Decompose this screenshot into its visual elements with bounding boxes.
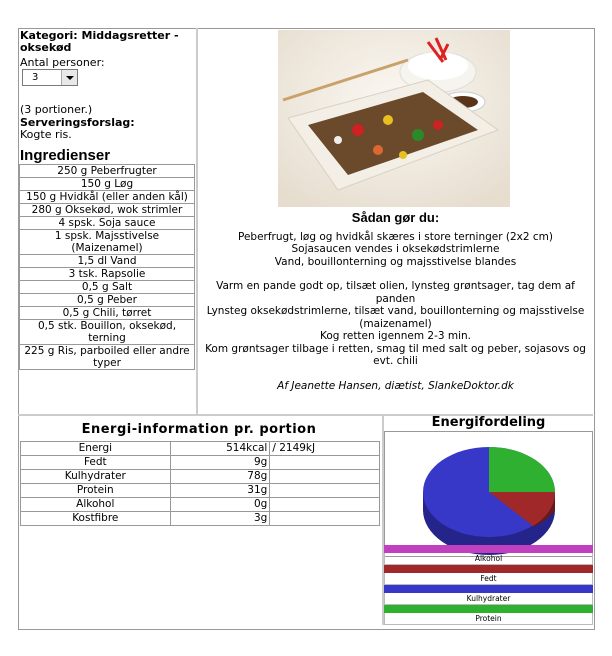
ingredients-title: Ingredienser bbox=[20, 147, 111, 164]
instruction-line: Lynsteg oksekødstrimlerne, tilsæt vand, bouillonterning og majsstivelse (maizenamel) bbox=[206, 305, 585, 330]
instruction-line: Peberfrugt, løg og hvidkål skæres i store terninger (2x2 cm) bbox=[238, 230, 553, 243]
instruction-line: Varm en pande godt op, tilsæt olien, lynsteg grøntsager, tag dem af panden bbox=[216, 280, 575, 305]
nutrient-value: 3g bbox=[170, 512, 270, 526]
ingredient-row bbox=[20, 178, 195, 191]
ingredient-row bbox=[20, 294, 195, 307]
nutrient-name: Kulhydrater bbox=[21, 470, 171, 484]
nutrient-value: 78g bbox=[170, 470, 270, 484]
ingredient-cell: 150 g Hvidkål (eller anden kål) bbox=[20, 191, 195, 204]
legend-swatch bbox=[384, 585, 593, 593]
ingredient-cell: 0,5 g Chili, tørret bbox=[20, 307, 195, 320]
ingredient-row bbox=[20, 165, 195, 178]
legend-item bbox=[384, 585, 593, 605]
ingredient-cell: 0,5 stk. Bouillon, oksekød, terning bbox=[20, 320, 195, 345]
energy-row bbox=[21, 512, 380, 526]
energy-table bbox=[20, 441, 380, 526]
food-photo bbox=[278, 30, 510, 207]
nutrient-extra bbox=[270, 484, 380, 498]
ingredient-row bbox=[20, 217, 195, 230]
nutrient-extra bbox=[270, 456, 380, 470]
energy-row bbox=[21, 470, 380, 484]
nutrient-extra bbox=[270, 470, 380, 484]
ingredient-cell: 280 g Oksekød, wok strimler bbox=[20, 204, 195, 217]
nutrient-name: Protein bbox=[21, 484, 171, 498]
ingredient-cell: 150 g Løg bbox=[20, 178, 195, 191]
chevron-down-icon[interactable] bbox=[61, 70, 77, 85]
ingredient-cell: 250 g Peberfrugter bbox=[20, 165, 195, 178]
nutrient-value: 0g bbox=[170, 498, 270, 512]
ingredient-row bbox=[20, 230, 195, 255]
nutrient-extra bbox=[270, 512, 380, 526]
pie-chart bbox=[384, 431, 593, 557]
legend-item bbox=[384, 545, 593, 565]
persons-select-value: 3 bbox=[32, 72, 39, 83]
energy-row bbox=[21, 498, 380, 512]
nutrient-name: Fedt bbox=[21, 456, 171, 470]
legend-swatch bbox=[384, 605, 593, 613]
ingredient-cell: 3 tsk. Rapsolie bbox=[20, 268, 195, 281]
portions-text: (3 portioner.) bbox=[20, 103, 93, 116]
instruction-line bbox=[198, 268, 593, 280]
legend-item bbox=[384, 605, 593, 625]
instruction-line: Sojasaucen vendes i oksekødstrimlerne bbox=[291, 243, 500, 255]
nutrient-name: Alkohol bbox=[21, 498, 171, 512]
ingredient-row bbox=[20, 307, 195, 320]
ingredient-cell: 4 spsk. Soja sauce bbox=[20, 217, 195, 230]
ingredient-cell: 1,5 dl Vand bbox=[20, 255, 195, 268]
ingredients-table bbox=[19, 164, 195, 370]
ingredient-row bbox=[20, 191, 195, 204]
instruction-line: Vand, bouillonterning og majsstivelse blandes bbox=[274, 255, 517, 268]
energy-row bbox=[21, 484, 380, 498]
persons-select[interactable] bbox=[22, 69, 78, 86]
serving-title: Serveringsforslag: bbox=[20, 116, 135, 129]
ingredient-cell: 225 g Ris, parboiled eller andre typer bbox=[20, 345, 195, 370]
nutrient-name: Energi bbox=[21, 442, 171, 456]
legend-label: Kulhydrater bbox=[384, 593, 593, 605]
distribution-title: Energifordeling bbox=[431, 415, 546, 430]
ingredient-row bbox=[20, 268, 195, 281]
ingredient-row bbox=[20, 345, 195, 370]
ingredient-row bbox=[20, 204, 195, 217]
ingredient-cell: 0,5 g Peber bbox=[20, 294, 195, 307]
energy-distribution bbox=[382, 415, 593, 625]
ingredient-cell: 1 spsk. Majsstivelse (Maizenamel) bbox=[20, 230, 195, 255]
ingredient-row bbox=[20, 320, 195, 345]
energy-row bbox=[21, 456, 380, 470]
ingredient-row bbox=[20, 281, 195, 294]
nutrient-name: Kostfibre bbox=[21, 512, 171, 526]
legend-swatch bbox=[384, 565, 593, 573]
legend-label: Protein bbox=[384, 613, 593, 625]
serving-text: Kogte ris. bbox=[20, 128, 72, 141]
nutrient-value: 514kcal bbox=[170, 442, 270, 456]
legend-swatch bbox=[384, 545, 593, 553]
instruction-line: Kog retten igennem 2-3 min. bbox=[319, 330, 472, 342]
instructions bbox=[198, 212, 593, 392]
legend-item bbox=[384, 565, 593, 585]
energy-title: Energi-information pr. portion bbox=[81, 422, 317, 437]
persons-label: Antal personer: bbox=[20, 56, 105, 69]
nutrient-extra: / 2149kJ bbox=[270, 442, 380, 456]
author-credit: Af Jeanette Hansen, diætist, SlankeDoktor.dk bbox=[277, 379, 514, 392]
category-label: Kategori: Middagsretter - oksekød bbox=[20, 29, 179, 54]
legend-label: Alkohol bbox=[384, 553, 593, 565]
legend-label: Fedt bbox=[384, 573, 593, 585]
nutrient-value: 31g bbox=[170, 484, 270, 498]
instruction-line: Kom grøntsager tilbage i retten, smag til med salt og peber, sojasovs og evt. chili bbox=[205, 342, 586, 367]
nutrient-extra bbox=[270, 498, 380, 512]
nutrient-value: 9g bbox=[170, 456, 270, 470]
ingredient-row bbox=[20, 255, 195, 268]
howto-title: Sådan gør du: bbox=[351, 210, 440, 225]
ingredient-cell: 0,5 g Salt bbox=[20, 281, 195, 294]
energy-row bbox=[21, 442, 380, 456]
